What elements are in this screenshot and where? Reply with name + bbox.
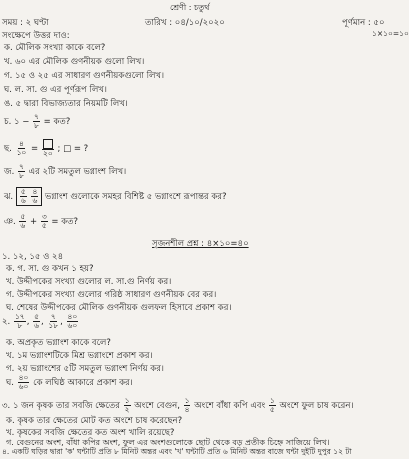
question-chha-prefix: ছ. bbox=[4, 144, 12, 154]
q3-part-kha: খ. কৃষকের সবজি ক্ষেতের কত অংশ খালি রয়েছে? bbox=[6, 428, 175, 438]
q2-part-kha: খ. ১ম ভগ্নাংশটিকে মিশ্র ভগ্নাংশে প্রকাশ কর। bbox=[6, 351, 153, 361]
fraction-denominator: ১৮ bbox=[48, 321, 59, 330]
question-ja bbox=[4, 163, 126, 180]
full-marks-label: পূর্ণমান : ৫০ bbox=[342, 18, 385, 28]
fraction-denominator: ৬ bbox=[20, 221, 26, 230]
question-chha bbox=[4, 139, 88, 158]
fraction-numerator: ১৭ bbox=[14, 312, 25, 321]
q1-part-kha: খ. উদ্দীপকের সংখ্যা গুলোর ল. সা.গু নির্ণয় কর। bbox=[6, 277, 172, 287]
question-umo: ঙ. ৫ দ্বারা বিভাজ্যতার নিয়মটি লিখ। bbox=[4, 99, 128, 109]
fraction bbox=[124, 397, 131, 414]
fraction-numerator: ৭ bbox=[50, 312, 56, 321]
fraction-denominator: ২০ bbox=[42, 149, 53, 158]
question-stimulus: ১২, ১৫ ও ২৪ bbox=[12, 252, 64, 262]
question-cha bbox=[4, 113, 70, 130]
question-stimulus-mid: অংশে বেগুন, bbox=[134, 401, 180, 411]
fraction bbox=[18, 163, 25, 180]
question-stimulus-start: ১ জন কৃষক তার সবজি ক্ষেতের bbox=[12, 401, 120, 411]
fraction bbox=[18, 374, 30, 391]
fraction bbox=[184, 397, 191, 414]
q1-part-ka: ক. গ. সা. গু কখন ১ হয়? bbox=[6, 264, 94, 274]
part-prefix: ঘ. bbox=[6, 378, 14, 388]
question-stimulus-end: অংশে ফুল চাষ করেন। bbox=[279, 401, 354, 411]
q1-part-ga: গ. উদ্দীপকের সংখ্যা গুলোর গরিষ্ঠ সাধারণ গুণনীয়ক বের কর। bbox=[6, 290, 217, 300]
fraction-numerator: ৩ bbox=[41, 212, 47, 221]
fraction-denominator: ৪ bbox=[184, 405, 190, 414]
part-suffix: কে লঘিষ্ঠ আকারে প্রকাশ কর। bbox=[33, 378, 133, 388]
fraction bbox=[14, 313, 26, 330]
question-ja-suffix: এর ২টি সমতুল ভগ্নাংশ লিখ। bbox=[28, 167, 127, 177]
fraction-numerator: ৪০ bbox=[18, 373, 29, 382]
question-cha-suffix: = কত? bbox=[43, 117, 71, 127]
question-ga: গ. ১৫ ও ২৫ এর সাধারণ গুণনীয়কগুলো লিখ। bbox=[4, 71, 165, 81]
fraction-denominator: ৮ bbox=[19, 171, 24, 180]
fraction-denominator: ৬০ bbox=[67, 321, 78, 330]
question-number: ১. bbox=[2, 252, 11, 262]
fraction bbox=[31, 188, 38, 205]
fraction-denominator: ৮ bbox=[34, 121, 39, 130]
fraction bbox=[67, 313, 79, 330]
q3-part-ga: গ. বেগুনের অংশ, বাঁধা কপির অংশ, ফুল এর অংশগুলোকে ছোট থেকে বড় প্রতীক চিহ্নে সাজিয়ে লিখ। bbox=[6, 438, 330, 447]
question-number: ২. bbox=[2, 317, 11, 327]
question-jha bbox=[4, 187, 226, 206]
fraction bbox=[16, 140, 28, 157]
fraction-numerator: ১ bbox=[269, 396, 275, 405]
question-cha-prefix: চ. ১ − bbox=[4, 117, 30, 127]
question-stimulus: একটি ঘড়ির দ্বারা 'ক' ঘন্টাটি প্রতি ৮ মিনিট অন্তর এবং 'খ' ঘন্টাটি প্রতি ৬ মিনিট অন্তর বাজে ঘন্টা দুইটি দুপুর ১২ টা bbox=[11, 447, 352, 456]
fraction-denominator: ৫ bbox=[269, 405, 275, 414]
class-label: শ্রেণী : চতুর্থ bbox=[170, 3, 210, 12]
fraction-denominator: ৬ bbox=[20, 196, 26, 205]
q1-part-gha: ঘ. শেষের উদ্দীপকের মৌলিক গুণনীয়ক গুলফল হিসাবে প্রকাশ কর। bbox=[6, 303, 232, 313]
question-ka: ক. মৌলিক সংখ্যা কাকে বলে? bbox=[4, 43, 106, 53]
fraction-denominator: ২ bbox=[124, 405, 130, 414]
creative-section-title: সৃজনশীল প্রশ্ন : ৪×১০=৪০ bbox=[152, 239, 249, 249]
time-label: সময় : ২ ঘণ্টা bbox=[2, 18, 49, 28]
question-ja-prefix: জ. bbox=[4, 167, 15, 177]
fraction-denominator: ৮ bbox=[17, 321, 23, 330]
equals-sign: = bbox=[31, 144, 39, 154]
fraction-numerator: ৭ bbox=[34, 112, 39, 121]
q2-part-gha bbox=[6, 374, 133, 391]
fraction bbox=[41, 213, 48, 230]
fraction bbox=[19, 213, 26, 230]
question-number: ৪. bbox=[2, 447, 10, 456]
fraction bbox=[42, 139, 54, 158]
fraction-numerator: ৫ bbox=[20, 212, 26, 221]
fraction-numerator: ৪০ bbox=[67, 312, 78, 321]
fraction-denominator: ৫ bbox=[41, 221, 47, 230]
creative-q2: ২. $\frac{১৭}{৮}$ , $\frac{৫}{৬}$ , $\frac{৭}{১৮}$ , $\frac{৪০}{৬০}$ bbox=[2, 312, 78, 330]
question-gha: ঘ. ল. সা. গু এর পূর্ণরূপ লিখ। bbox=[4, 85, 107, 95]
date-label: তারিখ : ০৪/১০/২০২০ bbox=[145, 18, 225, 28]
question-number: ৩. bbox=[2, 401, 11, 411]
marks-calc: ১×১০=১০ bbox=[372, 29, 409, 38]
fraction-bracket bbox=[16, 187, 42, 206]
fraction-numerator: ৫ bbox=[20, 187, 26, 196]
fraction bbox=[47, 313, 59, 330]
fraction bbox=[20, 188, 27, 205]
question-jha-prefix: ঝ. bbox=[4, 192, 14, 202]
q3-part-ka: ক. কৃষক তার ক্ষেতের মোট কত অংশে চাষ করেছেন? bbox=[6, 416, 183, 426]
q2-part-ga: গ. ২য় ভগ্নাংশের ৫টি সমতুল ভগ্নাংশ নির্ণয় কর। bbox=[6, 364, 164, 374]
q2-part-ka: ক. অপ্রকৃত ভগ্নাংশ কাকে বলে? bbox=[6, 338, 111, 348]
creative-q3 bbox=[2, 397, 353, 414]
fraction-denominator: ৬ bbox=[32, 196, 38, 205]
fraction bbox=[33, 113, 40, 130]
creative-q4 bbox=[2, 447, 352, 455]
fraction-numerator: ৫ bbox=[34, 312, 39, 321]
question-nya-prefix: ঞ. bbox=[4, 217, 16, 227]
question-nya-suffix: = কত? bbox=[51, 217, 79, 227]
fraction-numerator: ৭ bbox=[19, 162, 24, 171]
plus-sign: + bbox=[29, 217, 38, 227]
short-question-title: সংক্ষেপে উত্তর দাও: bbox=[2, 31, 70, 41]
fraction-numerator: ৪ bbox=[19, 139, 24, 148]
fraction bbox=[33, 313, 40, 330]
fraction bbox=[269, 397, 276, 414]
fraction-denominator: ৬০ bbox=[18, 382, 29, 391]
question-chha-suffix: ; □ = ? bbox=[57, 144, 89, 154]
fraction-numerator: ১ bbox=[124, 396, 130, 405]
fraction-numerator: ১ bbox=[184, 396, 190, 405]
fraction-numerator: ৪ bbox=[32, 187, 38, 196]
question-stimulus-mid: অংশে বাঁধা কপি এবং bbox=[194, 401, 266, 411]
question-kha: খ. ৬০ এর মৌলিক গুণনীয়ক গুলো লিখ। bbox=[4, 57, 145, 67]
question-jha-suffix: ভগ্নাংশ গুলোকে সমহর বিশিষ্ট ৫ ভগ্নাংশে রূপান্তর কর? bbox=[45, 192, 227, 202]
question-nya bbox=[4, 213, 78, 230]
fraction-denominator: ৬ bbox=[34, 321, 39, 330]
fraction-denominator: ১০ bbox=[16, 148, 27, 157]
